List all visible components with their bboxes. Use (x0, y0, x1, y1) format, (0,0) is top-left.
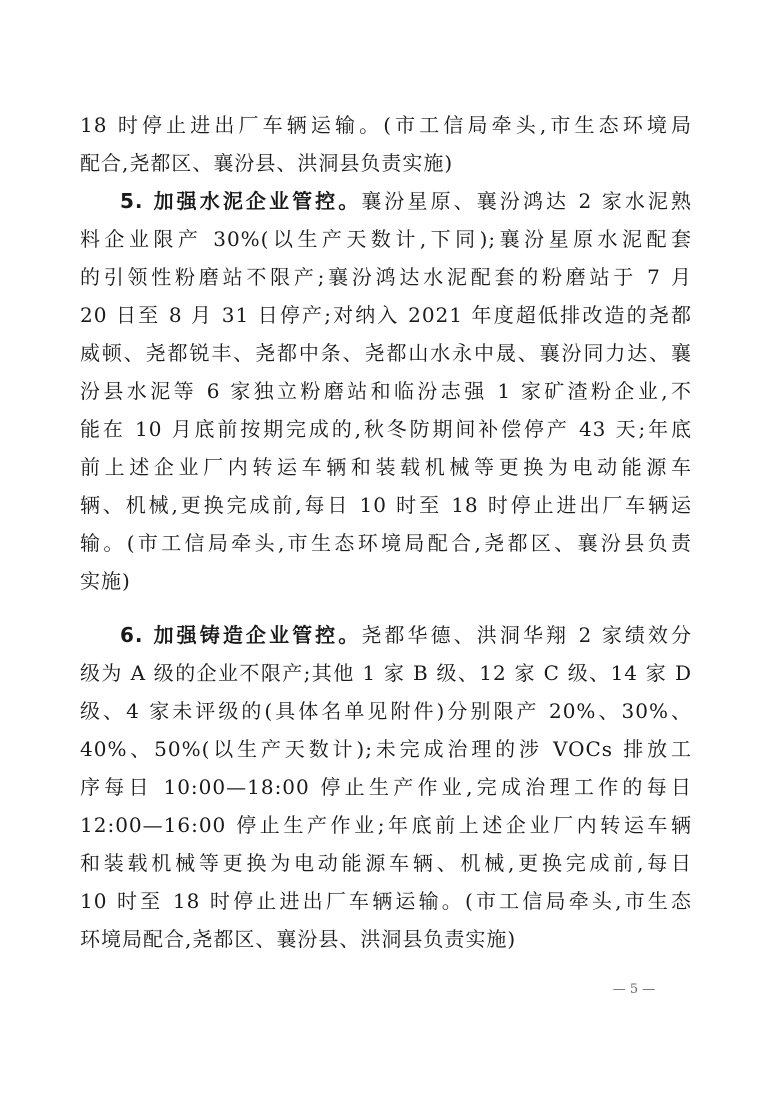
text-line: 的引领性粉磨站不限产;襄汾鸿达水泥配套的粉磨站于 7 月 (80, 265, 692, 289)
text-line: 汾县水泥等 6 家独立粉磨站和临汾志强 1 家矿渣粉企业,不 (80, 379, 692, 403)
text-line: 10 时至 18 时停止进出厂车辆运输。(市工信局牵头,市生态 (80, 889, 692, 913)
text-line: 辆、机械,更换完成前,每日 10 时至 18 时停止进出厂车辆运 (80, 493, 692, 517)
section-5-paragraph-first-line (120, 186, 692, 216)
section-6-heading: 6. 加强铸造企业管控。 (120, 623, 362, 647)
text-line: 序每日 10:00—18:00 停止生产作业,完成治理工作的每日 (80, 775, 692, 799)
text-line: 能在 10 月底前按期完成的,秋冬防期间补偿停产 43 天;年底 (80, 417, 692, 441)
text-line: 实施) (80, 569, 131, 593)
text-line: 12:00—16:00 停止生产作业;年底前上述企业厂内转运车辆 (80, 813, 692, 837)
text-line: 级为 A 级的企业不限产;其他 1 家 B 级、12 家 C 级、14 家 D (80, 661, 692, 685)
text-line: 和装载机械等更换为电动能源车辆、机械,更换完成前,每日 (80, 851, 692, 875)
section-6-paragraph-first-line (120, 620, 692, 650)
section-5-heading: 5. 加强水泥企业管控。 (120, 189, 362, 213)
text-line: 料企业限产 30%(以生产天数计,下同);襄汾星原水泥配套 (80, 227, 692, 251)
section-6-intro-text: 尧都华德、洪洞华翔 2 家绩效分 (361, 623, 692, 647)
text-line: 40%、50%(以生产天数计);未完成治理的涉 VOCs 排放工 (80, 737, 692, 761)
text-line: 配合,尧都区、襄汾县、洪洞县负责实施) (80, 151, 454, 175)
text-line: 输。(市工信局牵头,市生态环境局配合,尧都区、襄汾县负责 (80, 531, 692, 555)
text-line: 前上述企业厂内转运车辆和装载机械等更换为电动能源车 (80, 455, 692, 479)
page-number: — 5 — (612, 982, 656, 997)
text-line: 威顿、尧都锐丰、尧都中条、尧都山水永中晟、襄汾同力达、襄 (80, 341, 692, 365)
text-line: 18 时停止进出厂车辆运输。(市工信局牵头,市生态环境局 (80, 113, 692, 137)
text-line: 环境局配合,尧都区、襄汾县、洪洞县负责实施) (80, 927, 517, 951)
text-line: 级、4 家未评级的(具体名单见附件)分别限产 20%、30%、 (80, 699, 692, 723)
section-5-intro-text: 襄汾星原、襄汾鸿达 2 家水泥熟 (361, 189, 692, 213)
text-line: 20 日至 8 月 31 日停产;对纳入 2021 年度超低排改造的尧都 (80, 303, 692, 327)
